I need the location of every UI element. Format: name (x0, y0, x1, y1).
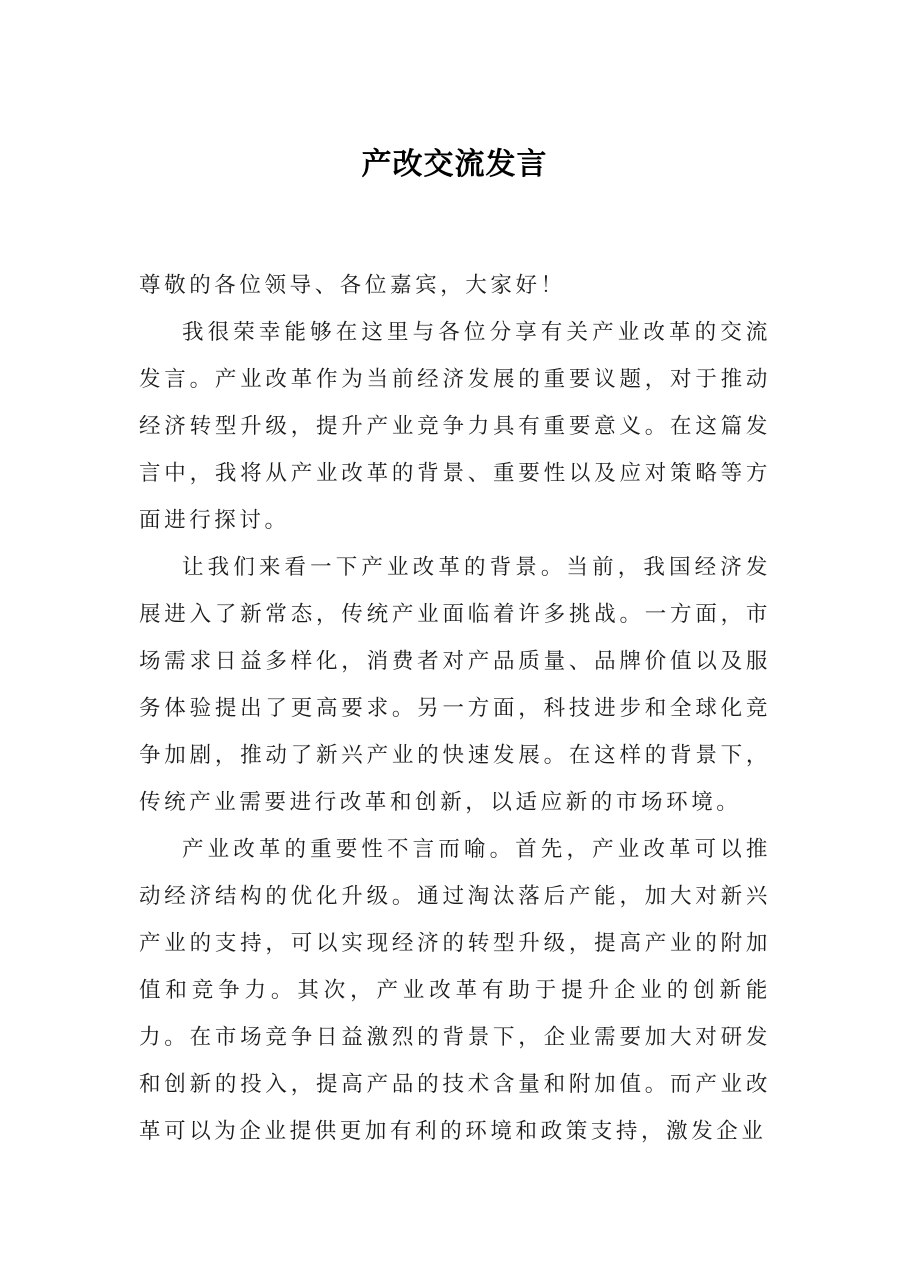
body-paragraph-1: 我很荣幸能够在这里与各位分享有关产业改革的交流发言。产业改革作为当前经济发展的重要议题，对于推动经济转型升级，提升产业竞争力具有重要意义。在这篇发言中，我将从产业改革的背景、重要性以及应对策略等方面进行探讨。 (139, 320, 771, 533)
body-paragraph-2: 让我们来看一下产业改革的背景。当前，我国经济发展进入了新常态，传统产业面临着许多挑战。一方面，市场需求日益多样化，消费者对产品质量、品牌价值以及服务体验提出了更高要求。另一方面，科技进步和全球化竞争加剧，推动了新兴产业的快速发展。在这样的背景下，传统产业需要进行改革和创新，以适应新的市场环境。 (139, 555, 771, 815)
body-paragraph-3: 产业改革的重要性不言而喻。首先，产业改革可以推动经济结构的优化升级。通过淘汰落后产能，加大对新兴产业的支持，可以实现经济的转型升级，提高产业的附加值和竞争力。其次，产业改革有助于提升企业的创新能力。在市场竞争日益激烈的背景下，企业需要加大对研发和创新的投入，提高产品的技术含量和附加值。而产业改革可以为企业提供更加有利的环境和政策支持，激发企业 (139, 837, 771, 1144)
greeting-paragraph: 尊敬的各位领导、各位嘉宾，大家好！ (139, 273, 566, 298)
document-title: 产改交流发言 (361, 147, 548, 182)
document-body (139, 262, 771, 1155)
